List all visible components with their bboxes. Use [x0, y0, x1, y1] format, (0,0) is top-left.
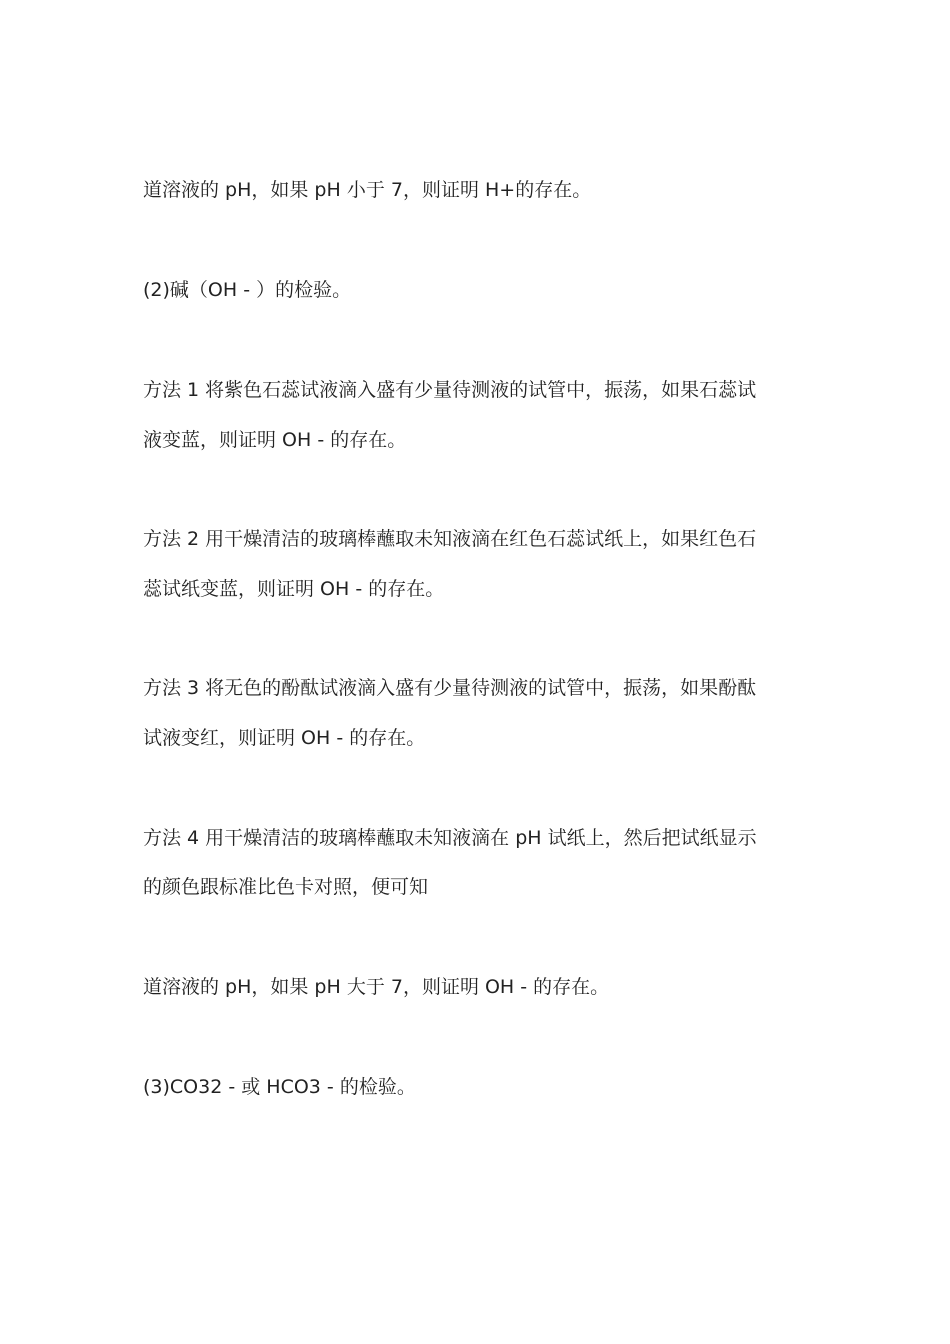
- text-line-method-1-part-2: 液变蓝，则证明 OH - 的存在。: [143, 429, 407, 451]
- text-line-method-4-part-2: 的颜色跟标准比色卡对照，便可知: [143, 876, 429, 898]
- section-heading-base-test: (2)碱（OH - ）的检验。: [143, 279, 352, 301]
- text-line-method-4-part-1: 方法 4 用干燥清洁的玻璃棒蘸取未知液滴在 pH 试纸上，然后把试纸显示: [143, 827, 757, 849]
- text-line-base-ph-conclusion: 道溶液的 pH，如果 pH 大于 7，则证明 OH - 的存在。: [143, 976, 610, 998]
- text-line-acid-ph-conclusion: 道溶液的 pH，如果 pH 小于 7，则证明 H+的存在。: [143, 179, 592, 201]
- text-line-method-3-part-2: 试液变红，则证明 OH - 的存在。: [143, 727, 426, 749]
- text-line-method-2-part-2: 蕊试纸变蓝，则证明 OH - 的存在。: [143, 578, 445, 600]
- section-heading-carbonate-test: (3)CO32 - 或 HCO3 - 的检验。: [143, 1076, 416, 1098]
- text-line-method-3-part-1: 方法 3 将无色的酚酞试液滴入盛有少量待测液的试管中，振荡，如果酚酞: [143, 677, 757, 699]
- text-line-method-1-part-1: 方法 1 将紫色石蕊试液滴入盛有少量待测液的试管中，振荡，如果石蕊试: [143, 379, 757, 401]
- text-line-method-2-part-1: 方法 2 用干燥清洁的玻璃棒蘸取未知液滴在红色石蕊试纸上，如果红色石: [143, 528, 757, 550]
